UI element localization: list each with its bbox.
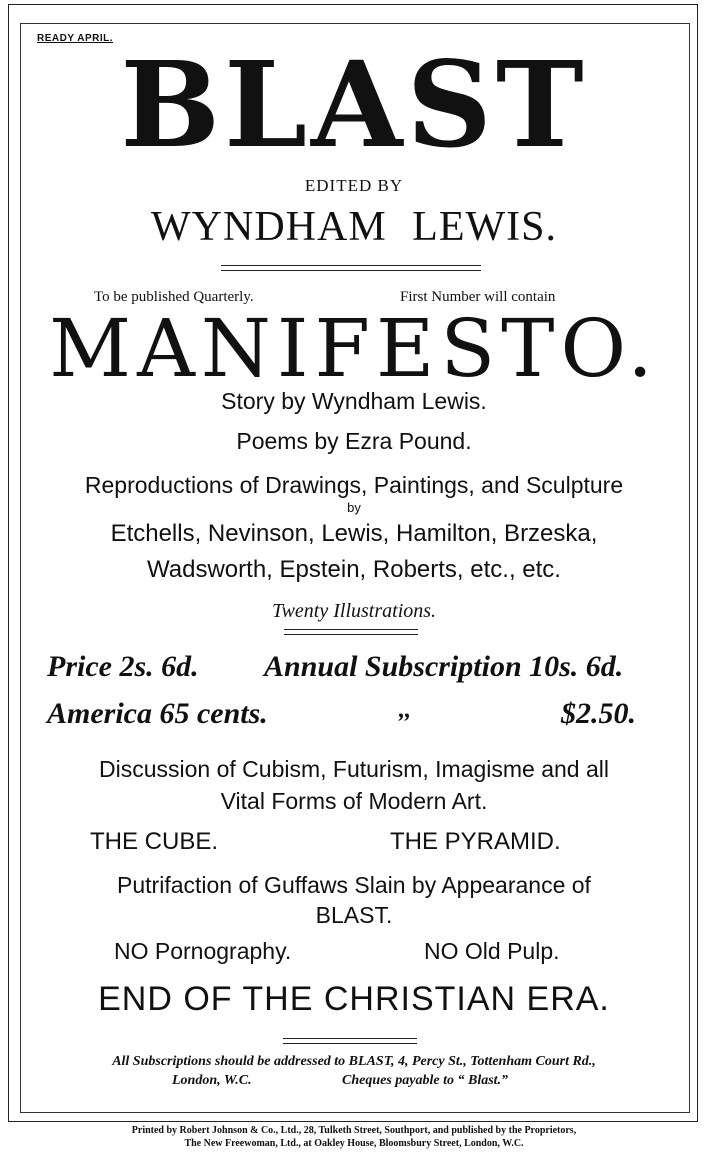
divider-rule	[284, 629, 418, 635]
masthead-title: BLAST	[120, 35, 588, 174]
cheques-note: Cheques payable to “ Blast.”	[342, 1073, 509, 1088]
artists-line-1: Etchells, Nevinson, Lewis, Hamilton, Brzeska,	[110, 520, 598, 547]
frequency-note: To be published Quarterly.	[94, 289, 254, 305]
editor-name: WYNDHAM LEWIS.	[151, 204, 557, 250]
discussion-line-2: Vital Forms of Modern Art.	[220, 788, 488, 814]
manifesto-heading: MANIFESTO.	[49, 302, 659, 395]
divider-rule	[221, 265, 481, 271]
dollar-price: $2.50.	[561, 697, 636, 730]
ready-notice: READY APRIL.	[37, 33, 114, 44]
first-number-note: First Number will contain	[400, 289, 556, 305]
reproductions-line: Reproductions of Drawings, Paintings, and Sculpture	[84, 472, 624, 498]
subscriptions-address: London, W.C.	[172, 1073, 252, 1088]
america-price: America 65 cents.	[47, 697, 268, 730]
divider-rule	[283, 1038, 417, 1044]
subscriptions-line-1: All Subscriptions should be addressed to BLAST, 4, Percy St., Tottenham Court Rd.,	[112, 1054, 596, 1069]
putrifaction-line-2: BLAST.	[315, 902, 393, 928]
printer-line-1: Printed by Robert Johnson & Co., Ltd., 28, Tulketh Street, Southport, and published by the Proprietors,	[131, 1125, 577, 1136]
illustrations-line: Twenty Illustrations.	[271, 600, 437, 622]
annual-subscription: Annual Subscription 10s. 6d.	[264, 650, 624, 683]
price: Price 2s. 6d.	[47, 650, 199, 683]
printer-line-2: The New Freewoman, Ltd., at Oakley House, Bloomsbury Street, London, W.C.	[184, 1138, 524, 1149]
ditto-mark: ,,	[399, 697, 411, 723]
edited-by-label: EDITED BY	[304, 176, 404, 195]
artists-line-2: Wadsworth, Epstein, Roberts, etc., etc.	[147, 556, 561, 583]
by-label: by	[347, 500, 361, 515]
no-old-pulp: NO Old Pulp.	[424, 938, 560, 964]
the-cube: THE CUBE.	[90, 828, 219, 855]
the-pyramid: THE PYRAMID.	[390, 828, 561, 855]
discussion-line-1: Discussion of Cubism, Futurism, Imagisme and all	[99, 756, 609, 782]
end-of-christian-era: END OF THE CHRISTIAN ERA.	[98, 980, 610, 1018]
no-pornography: NO Pornography.	[114, 938, 292, 964]
putrifaction-line-1: Putrifaction of Guffaws Slain by Appearance of	[117, 872, 591, 898]
story-line: Story by Wyndham Lewis.	[221, 388, 487, 414]
poems-line: Poems by Ezra Pound.	[236, 428, 472, 454]
